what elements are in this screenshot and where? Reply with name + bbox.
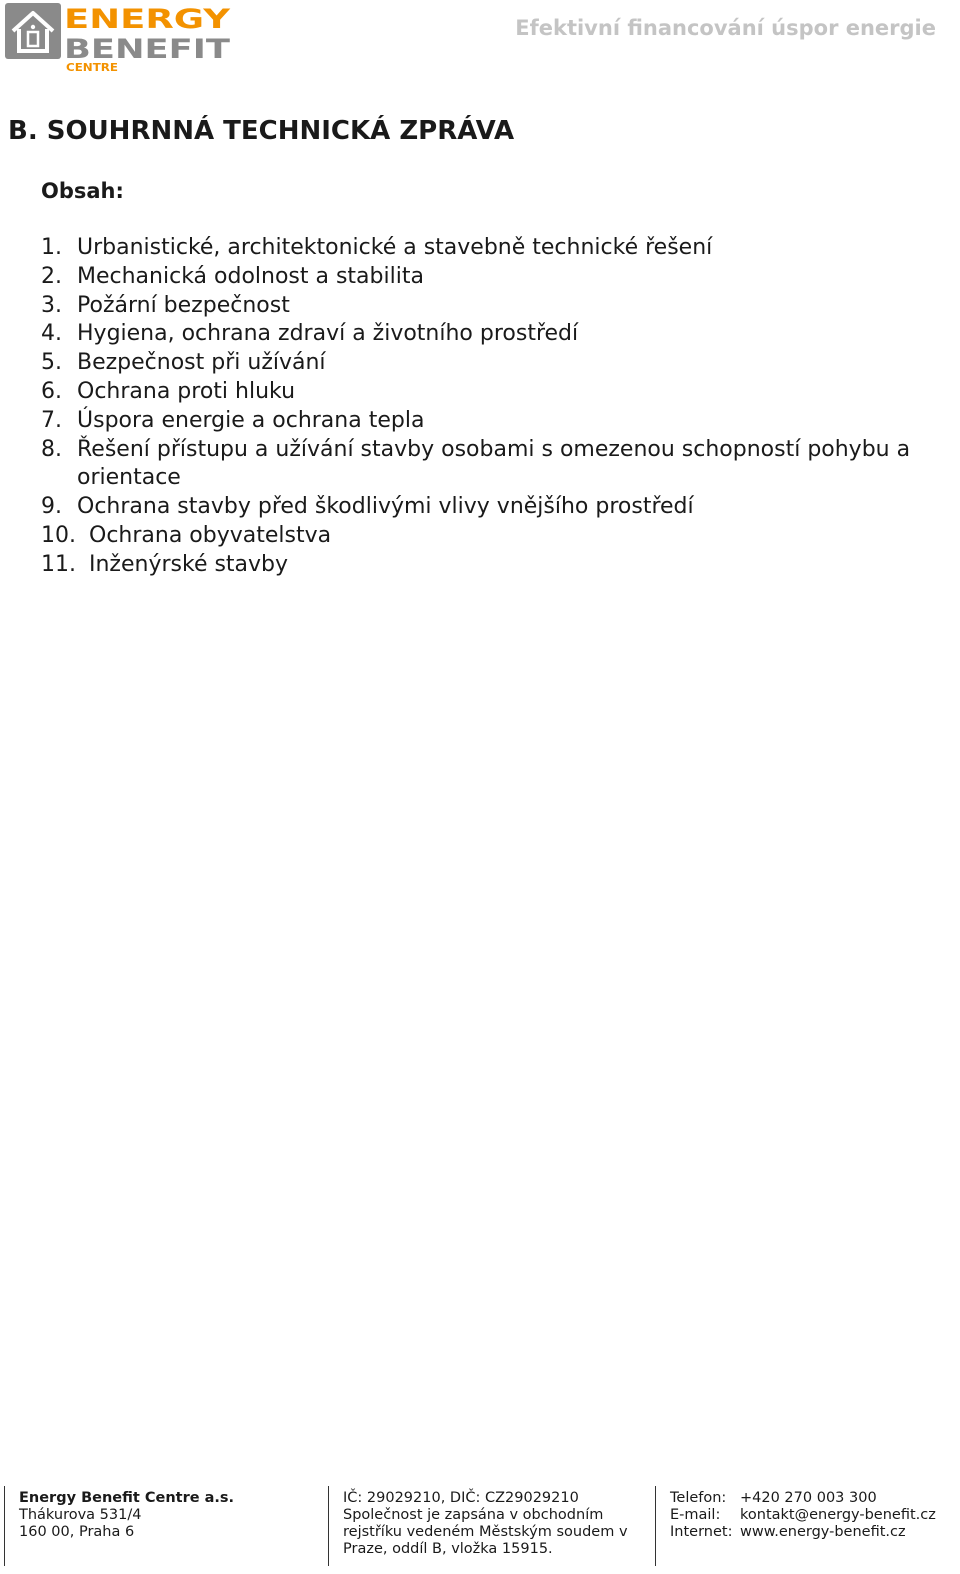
footer-registry-line: Společnost je zapsána v obchodním: [343, 1507, 604, 1523]
toc-item-text: Inženýrské stavby: [89, 551, 289, 577]
footer-city: 160 00, Praha 6: [19, 1524, 135, 1540]
toc-item-number: 4.: [41, 321, 62, 347]
toc-item: [41, 522, 956, 551]
footer-registry-column: [328, 1486, 655, 1566]
toc-item-number: 3.: [41, 292, 62, 318]
contents-heading: Obsah:: [41, 179, 124, 203]
toc-item-text: Bezpečnost při užívání: [77, 350, 326, 376]
document-title: B. SOUHRNNÁ TECHNICKÁ ZPRÁVA: [8, 116, 515, 146]
toc-item-text: Hygiena, ochrana zdraví a životního prostředí: [77, 321, 579, 347]
toc-item-number: 11.: [41, 551, 76, 577]
footer-registry-line: Praze, oddíl B, vložka 15915.: [343, 1541, 553, 1557]
toc-item: [41, 349, 956, 378]
company-logo: [4, 2, 234, 74]
toc-item-text: Řešení přístupu a užívání stavby osobami s omezenou schopností pohybu a orientace: [77, 436, 911, 491]
toc-item: [41, 263, 956, 292]
toc-item-text: Požární bezpečnost: [77, 292, 290, 318]
header-tagline: Efektivní financování úspor energie: [515, 16, 936, 40]
toc-item-number: 2.: [41, 263, 62, 289]
toc-item: [41, 378, 956, 407]
toc-item: [41, 292, 956, 321]
toc-item-text: Ochrana proti hluku: [77, 378, 296, 404]
toc-item-number: 1.: [41, 235, 62, 260]
footer-phone-label: Telefon:: [670, 1490, 727, 1506]
logo-benefit-text: BENEFIT: [64, 34, 231, 65]
toc-item-text: Mechanická odolnost a stabilita: [77, 263, 424, 289]
footer-contact-column: [655, 1486, 960, 1566]
footer-ids: IČ: 29029210, DIČ: CZ29029210: [343, 1490, 579, 1506]
logo-energy-text: ENERGY: [64, 4, 231, 35]
toc-item-number: 10.: [41, 522, 76, 548]
toc-item-number: 5.: [41, 350, 62, 376]
toc-item-text: Úspora energie a ochrana tepla: [77, 407, 425, 433]
toc-item-text: Urbanistické, architektonické a stavebně technické řešení: [77, 235, 713, 260]
footer-company-name: Energy Benefit Centre a.s.: [19, 1490, 235, 1506]
footer-web-label: Internet:: [670, 1524, 733, 1540]
footer-email-row: [670, 1507, 960, 1524]
toc-item: [41, 551, 956, 580]
toc-item-number: 6.: [41, 378, 62, 404]
toc-item: [41, 234, 956, 263]
toc-item-number: 8.: [41, 436, 62, 462]
footer-phone-row: [670, 1490, 960, 1507]
toc-item-text: Ochrana obyvatelstva: [89, 522, 332, 548]
footer-registry-line: rejstříku vedeném Městským soudem v: [343, 1524, 628, 1540]
footer-email-label: E-mail:: [670, 1507, 721, 1523]
toc-item-text: Ochrana stavby před škodlivými vlivy vnějšího prostředí: [77, 494, 694, 520]
toc-item: [41, 436, 956, 494]
page-footer: [0, 1486, 960, 1566]
logo-centre-text: CENTRE: [66, 62, 118, 74]
toc-item: [41, 320, 956, 349]
toc-item-number: 9.: [41, 494, 62, 520]
footer-email-link[interactable]: kontakt@energy-benefit.cz: [740, 1507, 936, 1523]
footer-street: Thákurova 531/4: [19, 1507, 142, 1523]
footer-address-column: [4, 1486, 328, 1566]
footer-web-link[interactable]: www.energy-benefit.cz: [740, 1524, 906, 1540]
house-icon: [5, 3, 61, 59]
footer-web-row: [670, 1524, 960, 1541]
footer-phone: +420 270 003 300: [740, 1490, 877, 1506]
toc-item: [41, 493, 956, 522]
table-of-contents: [41, 234, 956, 580]
toc-item-number: 7.: [41, 407, 62, 433]
toc-item: [41, 407, 956, 436]
